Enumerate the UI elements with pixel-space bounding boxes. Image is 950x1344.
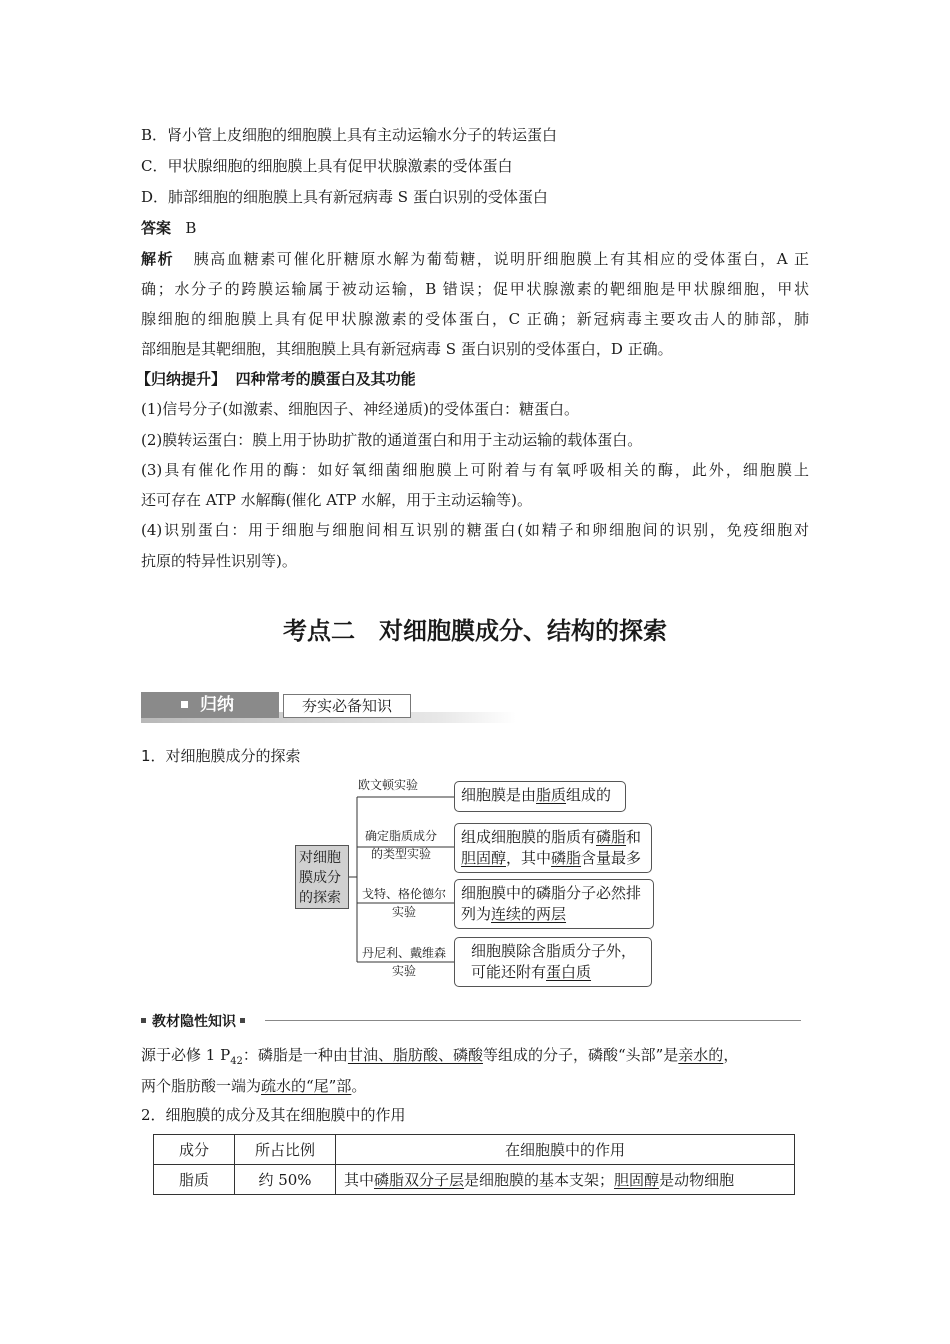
branch-label-text: 戈特、格伦德尔 [361,887,446,901]
table-cell: 约 50% [235,1165,336,1195]
hk-text: ：磷脂是一种由 [242,1046,348,1064]
box-text: 可能还附有 [471,963,547,981]
square-icon [141,1018,146,1023]
analysis-line-3: 腺细胞的细胞膜上具有促甲状腺激素的受体蛋白，C 正确；新冠病毒主要攻击人的肺部，肺 [141,310,809,328]
answer-label: 答案 [141,219,172,237]
branch-label-text: 实验 [391,905,416,919]
table-row [154,1165,795,1195]
branch-label-2 [356,827,446,863]
hk-text: 源于必修 1 P [141,1046,231,1064]
cell-text: 是细胞膜的基本支架； [464,1171,615,1189]
banner-light-label: 夯实必备知识 [283,694,411,718]
diagram-root [295,845,349,909]
branch-label-text: 欧文顿实验 [358,778,419,792]
hk-text: 。 [351,1077,367,1095]
branch-label-3 [356,885,452,921]
membrane-components-table [153,1134,795,1195]
result-box-4 [454,937,652,987]
banner-dark-label: 归纳 [200,695,234,715]
hk-text: ， [723,1046,739,1064]
summary-line-6: 抗原的特异性识别等)。 [141,552,297,570]
box-text: 组成的 [566,786,612,804]
box-text: 细胞膜是由 [461,786,537,804]
answer-value: B [185,219,197,237]
box-underlined: 蛋白质 [546,963,592,981]
option-b: B．肾小管上皮细胞的细胞膜上具有主动运输水分子的转运蛋白 [141,126,558,144]
branch-label-text: 实验 [391,964,416,978]
analysis-text: 胰高血糖素可催化肝糖原水解为葡萄糖，说明肝细胞膜上有其相应的受体蛋白，A 正 [193,250,809,268]
branch-label-text: 丹尼利、戴维森 [361,946,446,960]
hidden-knowledge-header [141,1011,801,1031]
box-text: 列为 [461,905,492,923]
cell-text: 是动物细胞 [659,1171,735,1189]
divider [265,1020,801,1021]
hk-subscript: 42 [230,1056,243,1067]
summary-title: 四种常考的膜蛋白及其功能 [235,370,416,388]
table-cell: 脂质 [154,1165,235,1195]
hk-text: 两个脂肪酸一端为 [141,1077,262,1095]
box-text: 细胞膜中的磷脂分子必然排 [461,884,642,902]
hk-underlined: 甘油、脂肪酸、磷酸 [347,1046,483,1064]
analysis-line-4: 部细胞是其靶细胞，其细胞膜上具有新冠病毒 S 蛋白识别的受体蛋白，D 正确。 [141,340,673,358]
summary-line-4: 还可存在 ATP 水解酶(催化 ATP 水解，用于主动运输等)。 [141,491,532,509]
box-text: 含量最多 [581,849,642,867]
result-box-3 [454,879,654,929]
branch-label-4 [356,944,452,980]
hk-underlined: 亲水的 [678,1046,724,1064]
summary-header: 【归纳提升】 [136,370,227,388]
root-line: 膜成分 [299,870,341,886]
hk-underlined: 疏水的“尾”部 [261,1077,352,1095]
option-d: D．肺部细胞的细胞膜上具有新冠病毒 S 蛋白识别的受体蛋白 [141,188,548,206]
square-icon [240,1018,245,1023]
hidden-knowledge-title: 教材隐性知识 [152,1014,236,1030]
root-line: 对细胞 [299,850,341,866]
section-title: 考点二 对细胞膜成分、结构的探索 [283,617,667,645]
box-underlined: 脂质 [536,786,567,804]
cell-underlined: 磷脂双分子层 [374,1171,465,1189]
box-underlined: 磷脂 [551,849,582,867]
cell-underlined: 胆固醇 [614,1171,660,1189]
result-box-2 [454,823,652,873]
result-box-1 [454,781,626,812]
item-1-heading: 1．对细胞膜成分的探索 [141,747,301,765]
branch-label-1 [358,776,452,794]
root-line: 的探索 [299,890,341,906]
box-underlined: 连续的两层 [491,905,567,923]
hidden-knowledge-line-2 [141,1076,366,1096]
box-text: 组成细胞膜的脂质有 [461,828,597,846]
table-header-row [154,1135,795,1165]
analysis-line-2: 确；水分子的跨膜运输属于被动运输，B 错误；促甲状腺激素的靶细胞是甲状腺细胞，甲状 [141,280,809,298]
box-text: 细胞膜除含脂质分子外， [471,942,637,960]
hk-text: 等组成的分子，磷酸“头部”是 [482,1046,679,1064]
cell-text: 其中 [344,1171,375,1189]
item-2-heading: 2．细胞膜的成分及其在细胞膜中的作用 [141,1106,406,1124]
box-underlined: 磷脂 [596,828,627,846]
hidden-knowledge-line-1 [141,1045,738,1072]
analysis-label: 解析 [141,250,175,268]
box-underlined: 胆固醇 [461,849,507,867]
summary-line-1: (1)信号分子(如激素、细胞因子、神经递质)的受体蛋白：糖蛋白。 [141,400,579,418]
summary-line-5: (4)识别蛋白：用于细胞与细胞间相互识别的糖蛋白(如精子和卵细胞间的识别，免疫细胞对 [141,521,809,539]
branch-label-text: 确定脂质成分 [364,829,437,843]
box-text: ，其中 [506,849,552,867]
table-cell [336,1165,795,1195]
branch-label-text: 的类型实验 [370,847,431,861]
summary-line-3: (3)具有催化作用的酶：如好氧细菌细胞膜上可附着与有氧呼吸相关的酶，此外，细胞膜上 [141,461,809,479]
table-header-cell: 所占比例 [235,1135,336,1165]
box-text: 和 [626,828,642,846]
option-c: C．甲状腺细胞的细胞膜上具有促甲状腺激素的受体蛋白 [141,157,513,175]
table-header-cell: 成分 [154,1135,235,1165]
table-header-cell: 在细胞膜中的作用 [336,1135,795,1165]
summary-line-2: (2)膜转运蛋白：膜上用于协助扩散的通道蛋白和用于主动运输的载体蛋白。 [141,431,643,449]
